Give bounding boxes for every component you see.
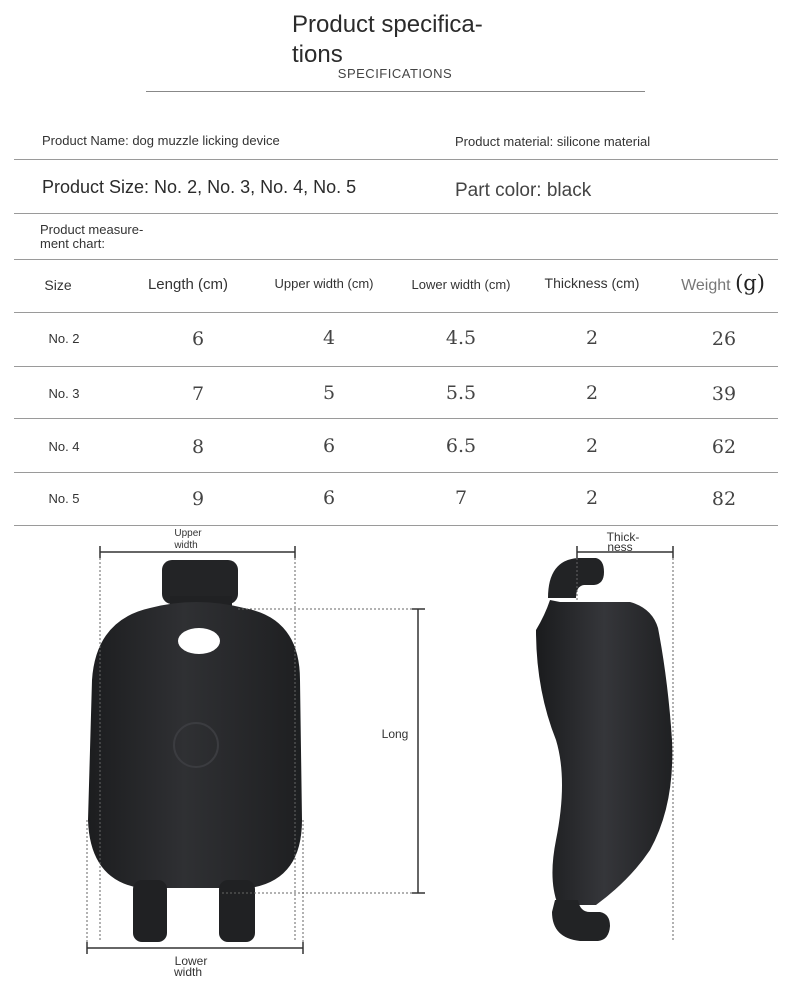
title-line-1: Product specifica- tions <box>292 11 483 68</box>
thickness-label-1: Thick- <box>606 530 640 544</box>
divider <box>14 213 778 214</box>
front-left-leg <box>133 880 167 942</box>
measurement-chart-label: Product measure- ment chart: <box>40 222 144 251</box>
side-top-hook <box>548 558 604 598</box>
row-thickness: 2 <box>585 435 599 457</box>
row-length: 9 <box>191 488 205 510</box>
side-bottom-hook <box>552 900 610 941</box>
divider <box>14 418 778 419</box>
row-length: 7 <box>191 383 205 405</box>
product-dimension-diagram <box>0 520 790 982</box>
lower-width-label-1: Lower <box>174 954 208 968</box>
row-lower-width: 5.5 <box>445 382 477 404</box>
front-hole <box>178 628 220 654</box>
row-lower-width: 7 <box>454 487 468 509</box>
side-view <box>536 558 672 941</box>
header-weight <box>668 271 778 295</box>
row-size: No. 5 <box>48 491 80 506</box>
thickness-label-2: ness <box>607 540 633 554</box>
product-size: Product Size: No. 2, No. 3, No. 4, No. 5 <box>42 177 357 197</box>
row-length: 8 <box>191 436 205 458</box>
front-view <box>88 560 302 942</box>
divider <box>14 312 778 313</box>
product-name: Product Name: dog muzzle licking device <box>42 133 280 148</box>
row-lower-width: 4.5 <box>445 327 477 349</box>
row-weight: 82 <box>711 488 737 510</box>
row-thickness: 2 <box>585 487 599 509</box>
divider <box>14 472 778 473</box>
row-lower-width: 6.5 <box>445 435 477 457</box>
divider <box>14 159 778 160</box>
long-label: Long <box>381 727 409 741</box>
header-size: Size <box>44 277 72 293</box>
header-weight-unit: (g) <box>735 271 765 295</box>
part-color: Part color: black <box>455 180 592 201</box>
row-size: No. 3 <box>48 386 80 401</box>
row-length: 6 <box>191 328 205 350</box>
header-lower-width: Lower width (cm) <box>411 277 511 292</box>
row-weight: 26 <box>711 328 737 350</box>
header-upper-width: Upper width (cm) <box>274 276 374 291</box>
upper-width-label-1: Upper <box>174 528 202 539</box>
product-material: Product material: silicone material <box>455 134 651 149</box>
page-title <box>292 10 522 70</box>
row-upper-width: 6 <box>322 435 336 457</box>
page-subtitle: SPECIFICATIONS <box>337 66 453 81</box>
row-thickness: 2 <box>585 382 599 404</box>
divider <box>14 259 778 260</box>
upper-width-label-2: width <box>174 540 198 551</box>
header-length: Length (cm) <box>147 276 229 293</box>
title-divider <box>146 91 645 92</box>
divider <box>14 366 778 367</box>
row-weight: 62 <box>711 436 737 458</box>
row-upper-width: 4 <box>322 327 336 349</box>
row-upper-width: 5 <box>322 382 336 404</box>
row-thickness: 2 <box>585 327 599 349</box>
row-size: No. 2 <box>48 331 80 346</box>
row-weight: 39 <box>711 383 737 405</box>
row-upper-width: 6 <box>322 487 336 509</box>
header-thickness: Thickness (cm) <box>544 275 640 291</box>
header-weight-label: Weight <box>681 277 731 294</box>
side-body <box>536 600 672 905</box>
row-size: No. 4 <box>48 439 80 454</box>
front-right-leg <box>219 880 255 942</box>
lower-width-label-2: width <box>173 965 203 979</box>
